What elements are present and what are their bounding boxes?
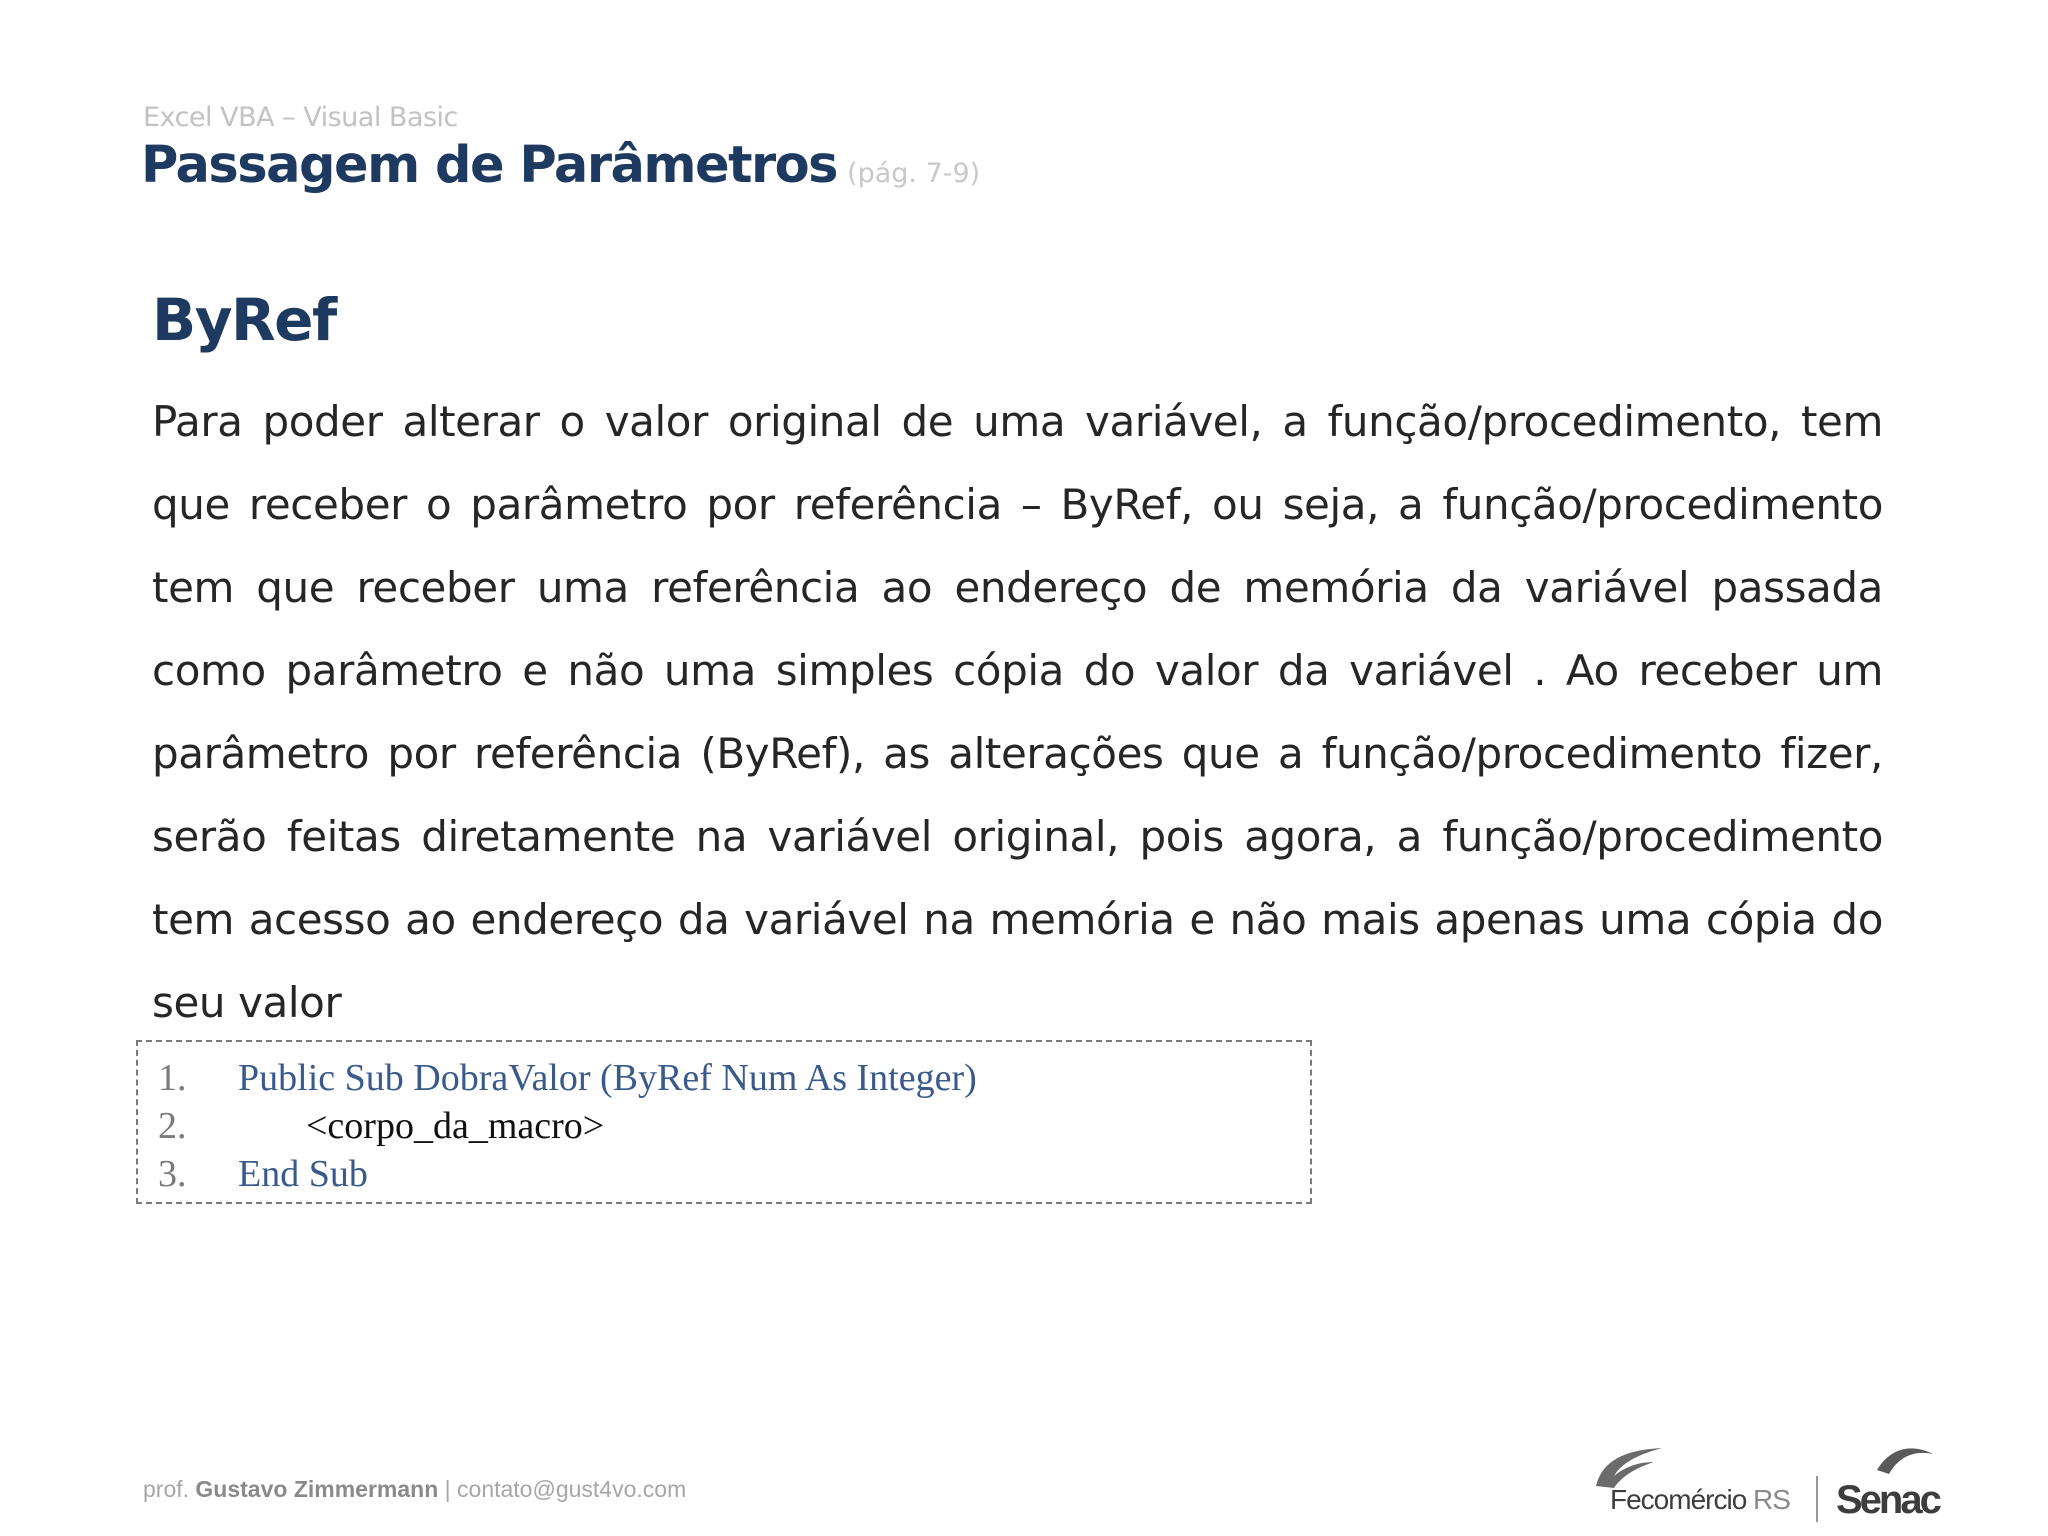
code-text: Public Sub DobraValor (ByRef Num As Integer)	[238, 1057, 977, 1099]
footer-credits	[143, 1476, 686, 1503]
fecomercio-name: Fecomércio	[1610, 1484, 1747, 1515]
page-reference: (pág. 7-9)	[847, 158, 981, 189]
line-number: 2.	[158, 1105, 187, 1147]
fecomercio-wing-icon	[1592, 1440, 1672, 1490]
senac-logo: Senac	[1836, 1478, 1939, 1522]
line-number: 3.	[158, 1153, 187, 1195]
logo-divider	[1816, 1476, 1818, 1522]
code-text: <corpo_da_macro>	[306, 1105, 605, 1147]
author-name: Gustavo Zimmermann	[195, 1476, 439, 1502]
course-name: Excel VBA – Visual Basic	[143, 102, 458, 133]
code-line	[158, 1150, 368, 1198]
footer-separator: |	[444, 1476, 451, 1502]
code-line	[158, 1054, 977, 1102]
code-line	[158, 1102, 604, 1150]
title-row	[141, 136, 980, 195]
author-email: contato@gust4vo.com	[457, 1476, 687, 1502]
page-title: Passagem de Parâmetros	[141, 136, 838, 195]
section-body: Para poder alterar o valor original de uma variável, a função/procedimento, tem que receber o parâmetro por referência – ByRef, ou seja, a função/procedimento tem que receber uma referência ao endereço de memória da variável passada como parâmetro e não uma simples cópia do valor da variável . Ao receber um parâmetro por referência (ByRef), as alterações que a função/procedimento fizer, serão feitas diretamente na variável original, pois agora, a função/procedimento tem acesso ao endereço da variável na memória e não mais apenas uma cópia do seu valor	[152, 397, 1883, 1027]
code-block	[136, 1040, 1312, 1204]
line-number: 1.	[158, 1057, 187, 1099]
section-heading: ByRef	[152, 286, 336, 354]
fecomercio-logo	[1610, 1484, 1790, 1516]
fecomercio-suffix: RS	[1753, 1484, 1790, 1515]
code-text: End Sub	[238, 1153, 368, 1195]
partner-logos	[1590, 1440, 1950, 1520]
footer-prefix: prof.	[143, 1476, 190, 1502]
senac-wing-icon	[1875, 1440, 1935, 1480]
